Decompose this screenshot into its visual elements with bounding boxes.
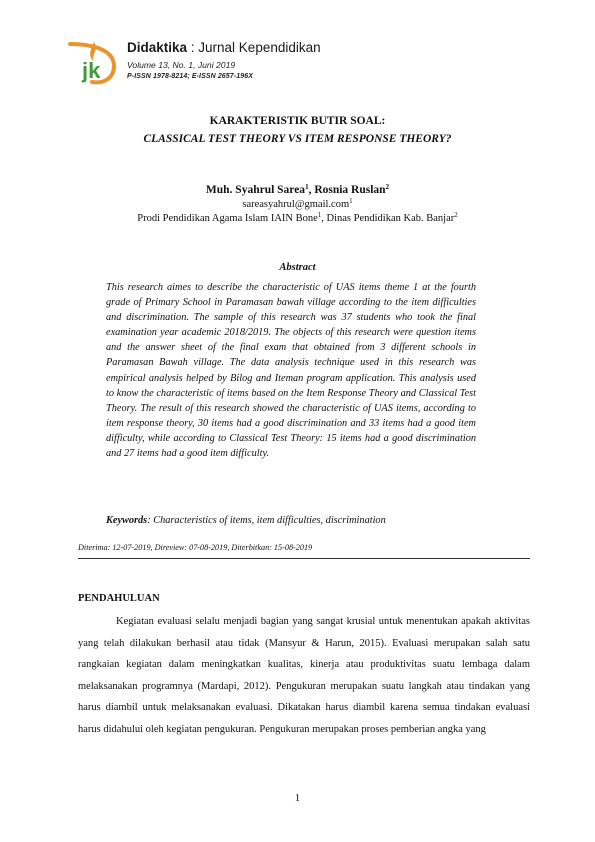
author-email-line — [0, 199, 595, 210]
author-2: Rosnia Ruslan — [314, 184, 386, 196]
journal-name-rest: : Jurnal Kependidikan — [187, 40, 321, 55]
keywords-label: Keywords — [106, 515, 148, 526]
author-2-mark: 2 — [385, 183, 390, 191]
affiliations — [0, 213, 595, 224]
journal-issn: P-ISSN 1978-8214; E-ISSN 2657-196X — [127, 73, 253, 80]
submission-dates: Diterima: 12-07-2019, Direview: 07-08-2019, Diterbitkan: 15-08-2019 — [78, 543, 313, 552]
author-separator: , — [308, 184, 315, 196]
abstract-text: This research aimes to describe the characteristic of UAS items theme 1 at the fourth grade of Primary School in Paramasan bawah village according to the item difficulties and discrimination. The sample of this research was 37 students who took the final examination year academic 2018/2019. The objects of this research were question items and the answer sheet of the final exam that obtained from 3 different schools in Paramasan Bawah village. The data analysis technique used in this research was empirical analysis helped by Bilog and Iteman program application. This analysis used to know the characteristic of items based on the Item Response Theory and Classical Test Theory. The result of this research showed the characteristic of UAS items, according to item response theory, 30 items had a good discrimination and 33 items had a good item difficulty, while according to Classical Test Theory: 15 items had a good discrimination and 27 items had a good item difficulty. — [106, 282, 476, 460]
affiliation-separator: , — [321, 213, 327, 224]
affiliation-1-mark: 1 — [317, 211, 322, 219]
section-paragraph: Kegiatan evaluasi selalu menjadi bagian yang sangat krusial untuk menentukan apakah aktivitas yang telah dilakukan berhasil atau tidak (Mansyur & Harun, 2015). Evaluasi merupakan salah satu rangkaian kegiatan dalam meningkatkan kualitas, kinerja atau produktivitas suatu lembaga dalam melaksanakan programnya (Mardapi, 2012). Pengukuran merupakan suatu langkah atau tindakan yang harus diambil untuk melaksanakan evaluasi. Dikatakan harus diambil karena semua tindakan evaluasi harus didahului oleh kegiatan pengukuran. Pengukuran merupakan proses pemberian angka yang — [78, 616, 530, 735]
journal-logo — [68, 38, 122, 90]
divider — [78, 558, 530, 559]
keywords-text: : Characteristics of items, item difficulties, discrimination — [147, 515, 386, 526]
section-heading: PENDAHULUAN — [78, 593, 160, 604]
affiliation-2-mark: 2 — [454, 211, 458, 219]
paper-title-line1: KARAKTERISTIK BUTIR SOAL: — [209, 115, 386, 127]
keywords — [106, 515, 386, 526]
paper-title-line2: CLASSICAL TEST THEORY VS ITEM RESPONSE THEORY? — [143, 133, 452, 145]
affiliation-1: Prodi Pendidikan Agama Islam IAIN Bone — [137, 213, 318, 224]
email-mark: 1 — [349, 197, 353, 205]
page-number: 1 — [294, 793, 301, 804]
author-1-mark: 1 — [305, 183, 309, 191]
journal-name — [127, 40, 321, 55]
logo-letters: jk — [82, 58, 101, 83]
author-1: Muh. Syahrul Sarea — [205, 184, 306, 196]
abstract-body — [106, 280, 476, 461]
section-body — [78, 611, 530, 741]
abstract-heading: Abstract — [279, 262, 316, 273]
affiliation-2: Dinas Pendidikan Kab. Banjar — [326, 213, 455, 224]
journal-name-bold: Didaktika — [127, 40, 188, 55]
journal-volume: Volume 13, No. 1, Juni 2019 — [127, 60, 236, 70]
author-list — [0, 184, 595, 196]
author-email: sareasyahrul@gmail.com — [242, 199, 350, 210]
